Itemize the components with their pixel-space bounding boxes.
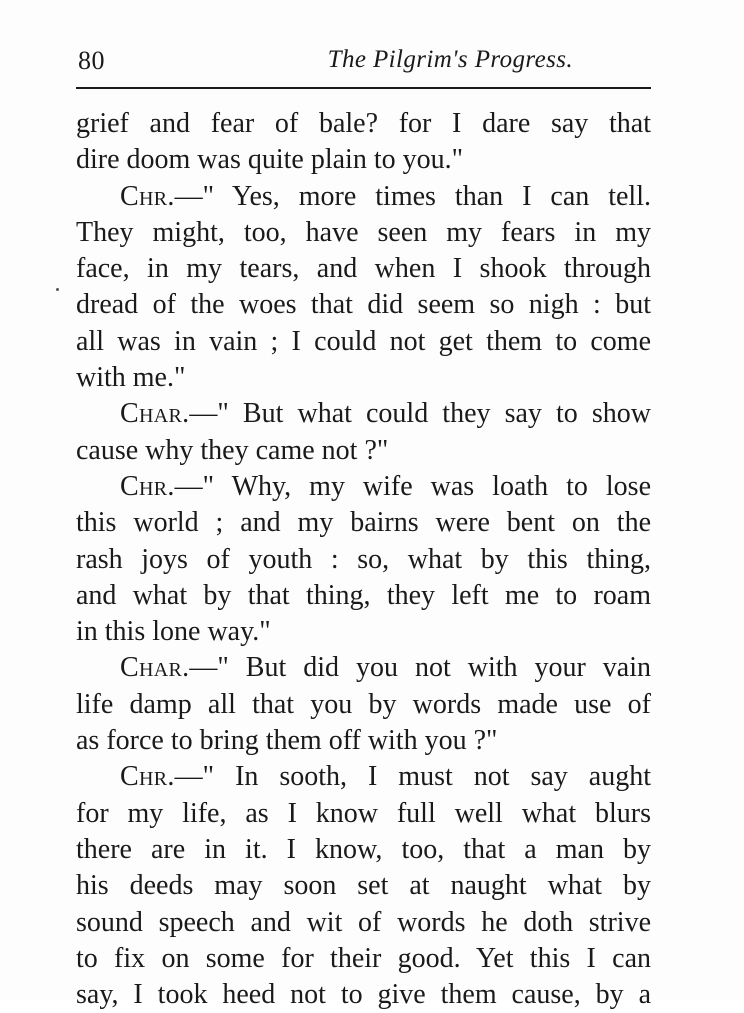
text-line xyxy=(76,396,651,432)
line-text: —" Yes, more times than I can tell. xyxy=(174,180,651,212)
line-text: face, in my tears, and when I shook through xyxy=(76,253,651,285)
header-rule xyxy=(76,87,651,89)
speaker-label: Char. xyxy=(120,398,190,430)
body-text xyxy=(76,106,651,1013)
line-text: —" But did you not with your vain xyxy=(189,652,651,684)
text-line xyxy=(76,796,651,832)
line-text: life damp all that you by words made use of xyxy=(76,688,651,720)
line-text: —" But what could they say to show xyxy=(189,398,651,430)
text-line xyxy=(76,142,651,178)
page-header xyxy=(76,44,651,78)
line-text: as force to bring them off with you ?" xyxy=(76,725,498,757)
text-line xyxy=(76,251,651,287)
text-line xyxy=(76,723,651,759)
line-text: They might, too, have seen my fears in my xyxy=(76,216,651,248)
text-line xyxy=(76,941,651,977)
text-line xyxy=(76,215,651,251)
line-text: his deeds may soon set at naught what by xyxy=(76,870,651,902)
text-line xyxy=(76,505,651,541)
line-text: rash joys of youth : so, what by this thing, xyxy=(76,543,651,575)
text-line xyxy=(76,759,651,795)
text-line xyxy=(76,868,651,904)
text-line xyxy=(76,433,651,469)
line-text: in this lone way." xyxy=(76,616,271,648)
line-text: cause why they came not ?" xyxy=(76,434,389,466)
speaker-label: Chr. xyxy=(120,180,175,212)
line-text: and what by that thing, they left me to roam xyxy=(76,579,651,611)
line-text: dire doom was quite plain to you." xyxy=(76,144,464,176)
text-line xyxy=(76,360,651,396)
line-text: this world ; and my bairns were bent on the xyxy=(76,507,651,539)
text-line xyxy=(76,287,651,323)
line-text: with me." xyxy=(76,362,186,394)
line-text: all was in vain ; I could not get them to come xyxy=(76,325,651,357)
line-text: say, I took heed not to give them cause, by a xyxy=(76,979,651,1011)
line-text: there are in it. I know, too, that a man by xyxy=(76,833,651,865)
text-line xyxy=(76,542,651,578)
line-text: dread of the woes that did seem so nigh : but xyxy=(76,289,651,321)
text-line xyxy=(76,905,651,941)
speaker-label: Chr. xyxy=(120,470,175,502)
line-text: for my life, as I know full well what blurs xyxy=(76,797,651,829)
text-line xyxy=(76,469,651,505)
text-line xyxy=(76,977,651,1013)
text-line xyxy=(76,687,651,723)
text-line xyxy=(76,179,651,215)
text-line xyxy=(76,578,651,614)
text-line xyxy=(76,650,651,686)
line-text: —" Why, my wife was loath to lose xyxy=(174,470,651,502)
line-text: sound speech and wit of words he doth strive xyxy=(76,906,651,938)
text-line xyxy=(76,106,651,142)
running-title: The Pilgrim's Progress. xyxy=(327,46,573,73)
line-text: grief and fear of bale? for I dare say that xyxy=(76,108,651,139)
text-line xyxy=(76,614,651,650)
speaker-label: Char. xyxy=(120,652,190,684)
margin-speck xyxy=(56,288,59,291)
speaker-label: Chr. xyxy=(120,761,175,793)
page-number: 80 xyxy=(78,46,105,75)
line-text: to fix on some for their good. Yet this I can xyxy=(76,942,651,974)
line-text: —" In sooth, I must not say aught xyxy=(174,761,651,793)
text-line xyxy=(76,324,651,360)
text-line xyxy=(76,832,651,868)
